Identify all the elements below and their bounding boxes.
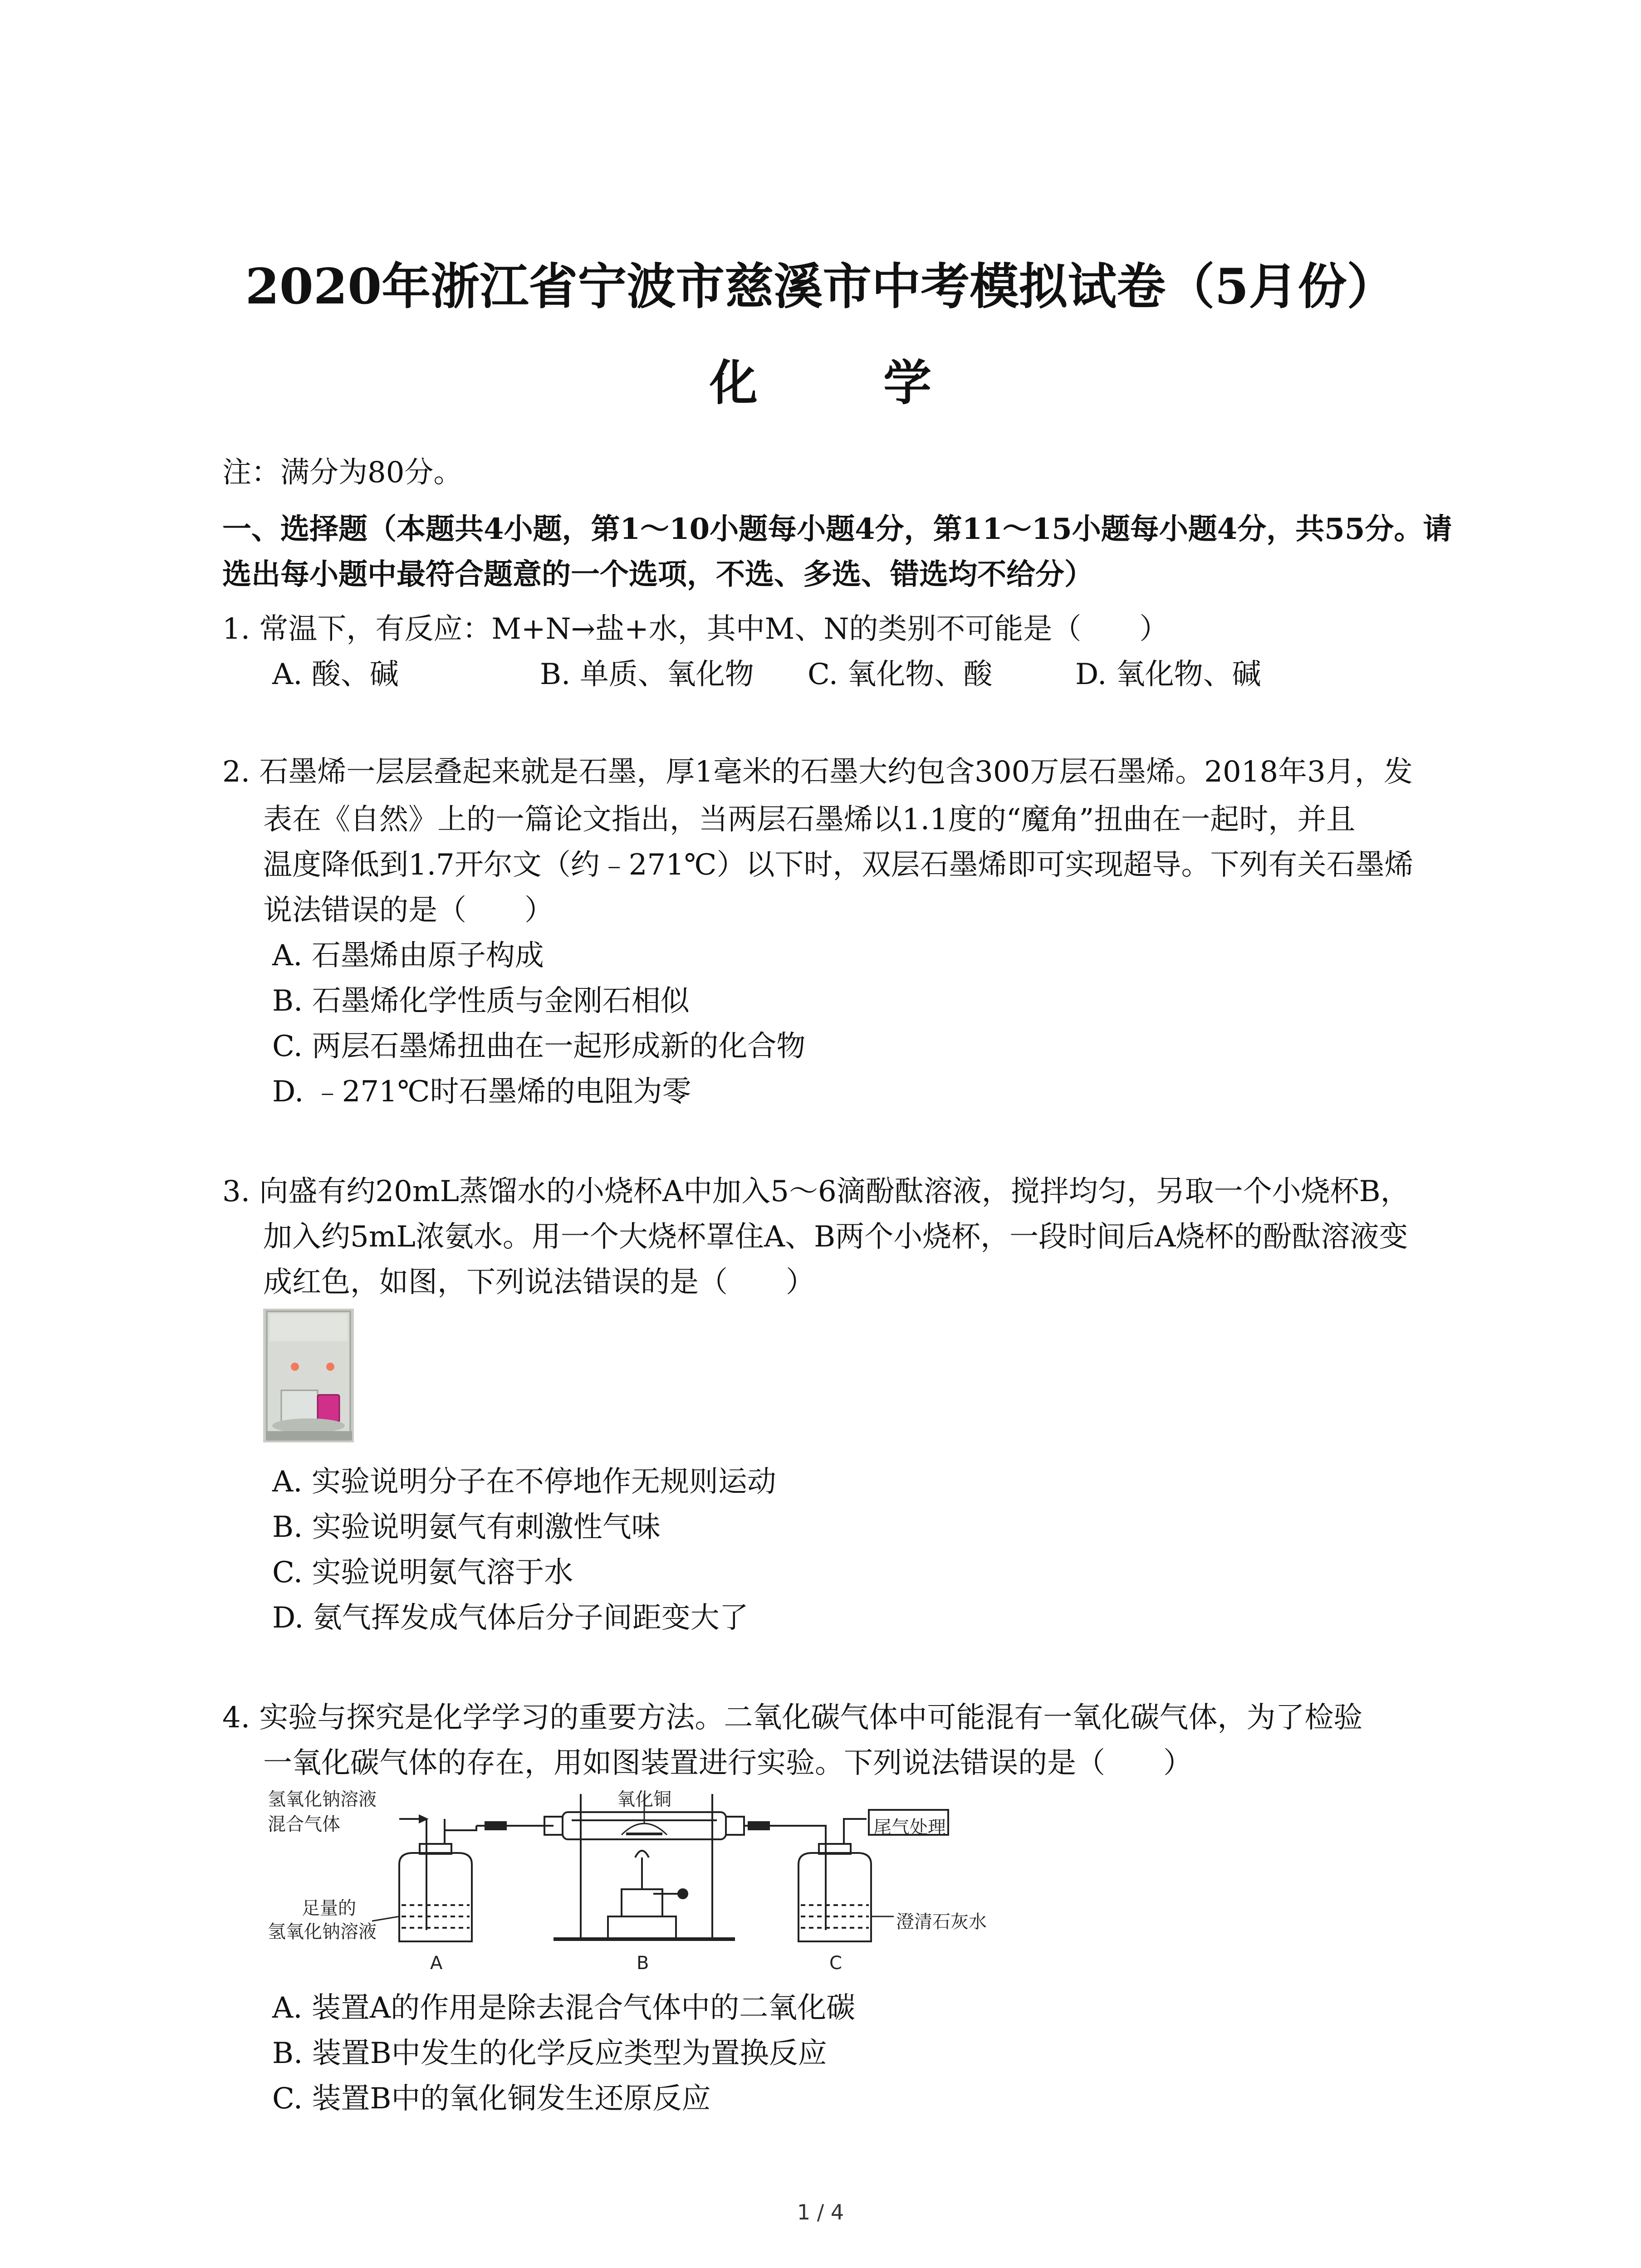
label-limewater: 澄清石灰水: [896, 1911, 987, 1932]
question-3-stem-line-3: 成红色，如图，下列说法错误的是（ ）: [263, 1266, 815, 1299]
question-2-stem-line-3: 温度降低到1.7开尔文（约﹣271℃）以下时，双层石墨烯即可实现超导。下列有关石墨烯: [263, 848, 1414, 882]
question-2-option-b: B. 石墨烯化学性质与金刚石相似: [272, 984, 690, 1018]
question-4-option-b: B. 装置B中发生的化学反应类型为置换反应: [272, 2037, 827, 2070]
label-copper-oxide: 氧化铜: [617, 1789, 671, 1810]
question-1-option-d: D. 氧化物、碱: [1075, 658, 1261, 691]
score-note: 注：满分为80分。: [222, 456, 463, 489]
question-1-option-a: A. 酸、碱: [272, 658, 399, 691]
question-3-option-d: D. 氨气挥发成气体后分子间距变大了: [272, 1601, 749, 1635]
label-mixed-gas: 混合气体: [268, 1814, 340, 1835]
label-naoh-sufficient-2: 氢氧化钠溶液: [268, 1921, 377, 1942]
section-header-line-2: 选出每小题中最符合题意的一个选项，不选、多选、错选均不给分）: [222, 557, 1093, 591]
question-3-option-c: C. 实验说明氨气溶于水: [272, 1556, 573, 1589]
question-1-option-b: B. 单质、氧化物: [540, 658, 754, 691]
question-2-stem-line-4: 说法错误的是（ ）: [263, 894, 554, 927]
question-2-option-c: C. 两层石墨烯扭曲在一起形成新的化合物: [272, 1030, 806, 1063]
question-1-option-c: C. 氧化物、酸: [808, 658, 993, 691]
question-2-stem-line-2: 表在《自然》上的一篇论文指出，当两层石墨烯以1.1度的“魔角”扭曲在一起时，并且: [263, 803, 1356, 836]
section-header-line-1: 一、选择题（本题共4小题，第1～10小题每小题4分，第11～15小题每小题4分，共55分。请: [222, 512, 1452, 546]
question-3-option-b: B. 实验说明氨气有刺激性气味: [272, 1510, 661, 1544]
label-naoh-sufficient-1: 足量的: [302, 1898, 356, 1919]
question-1-stem: 1. 常温下，有反应：M+N→盐+水，其中M、N的类别不可能是（ ）: [222, 612, 1169, 646]
question-2-option-a: A. 石墨烯由原子构成: [272, 939, 544, 973]
question-3-option-a: A. 实验说明分子在不停地作无规则运动: [272, 1465, 776, 1499]
question-4-option-c: C. 装置B中的氧化铜发生还原反应: [272, 2082, 711, 2116]
question-4-stem-line-1: 4. 实验与探究是化学学习的重要方法。二氧化碳气体中可能混有一氧化碳气体，为了检验: [222, 1701, 1363, 1735]
exam-title: 2020年浙江省宁波市慈溪市中考模拟试卷（5月份）: [245, 258, 1396, 315]
label-apparatus-c: C: [829, 1953, 842, 1974]
label-apparatus-a: A: [430, 1953, 443, 1974]
label-apparatus-b: B: [637, 1953, 649, 1974]
subject-title: 化 学: [710, 354, 986, 411]
question-3-stem-line-1: 3. 向盛有约20mL蒸馏水的小烧杯A中加入5～6滴酚酞溶液，搅拌均匀，另取一个小烧杯B，: [222, 1175, 1410, 1208]
apparatus-diagram: [263, 1785, 998, 1980]
label-naoh-top: 氢氧化钠溶液: [268, 1789, 377, 1810]
question-2-stem-line-1: 2. 石墨烯一层层叠起来就是石墨，厚1毫米的石墨大约包含300万层石墨烯。2018年3月，发: [222, 755, 1413, 789]
beaker-photo: [263, 1309, 354, 1442]
question-4-stem-line-2: 一氧化碳气体的存在，用如图装置进行实验。下列说法错误的是（ ）: [263, 1746, 1192, 1780]
question-2-option-d: D. ﹣271℃时石墨烯的电阻为零: [272, 1075, 691, 1109]
question-3-stem-line-2: 加入约5mL浓氨水。用一个大烧杯罩住A、B两个小烧杯，一段时间后A烧杯的酚酞溶液变: [263, 1220, 1408, 1254]
page-number: 1 / 4: [797, 2200, 844, 2224]
question-4-option-a: A. 装置A的作用是除去混合气体中的二氧化碳: [272, 1991, 856, 2025]
label-tail-gas: 尾气处理: [873, 1817, 946, 1838]
